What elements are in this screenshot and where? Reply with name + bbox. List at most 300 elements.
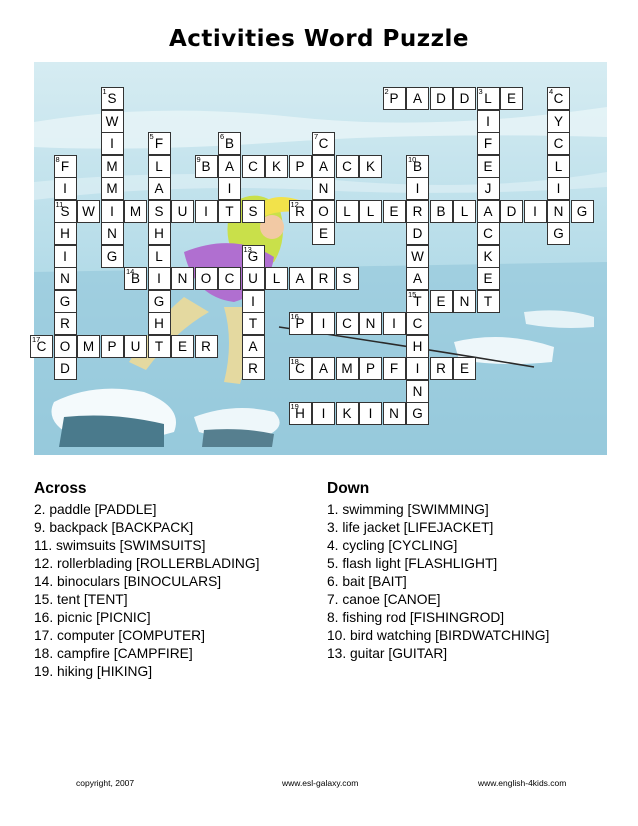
cell-letter: G	[59, 293, 71, 309]
clue-number: 19	[290, 402, 299, 411]
cell-letter: K	[483, 248, 493, 264]
cell-letter: M	[82, 338, 95, 354]
cell-letter: I	[251, 293, 255, 309]
grid-cell[interactable]	[547, 87, 570, 110]
grid-cell[interactable]	[101, 222, 124, 245]
grid-cell[interactable]	[148, 290, 171, 313]
grid-cell[interactable]	[336, 402, 359, 425]
cell-letter: F	[483, 136, 493, 151]
cell-letter: P	[389, 91, 399, 106]
grid-cell[interactable]	[430, 290, 453, 313]
clue-number: 9	[196, 154, 201, 164]
clue-item: 12. rollerblading [ROLLERBLADING]	[34, 556, 260, 571]
site-link-english-4kids[interactable]: www.english-4kids.com	[478, 778, 567, 788]
copyright-text: copyright, 2007	[76, 778, 135, 788]
grid-cell[interactable]	[406, 87, 429, 110]
grid-cell[interactable]	[547, 200, 570, 223]
grid-cell[interactable]	[195, 155, 218, 178]
cell-letter: I	[415, 181, 420, 196]
cell-letter: I	[63, 181, 67, 196]
cell-letter: D	[459, 91, 470, 106]
clue-item: 16. picnic [PICNIC]	[34, 610, 151, 625]
grid-cell[interactable]	[524, 200, 547, 223]
cell-letter: N	[553, 203, 564, 219]
cell-letter: K	[271, 158, 281, 174]
grid-cell[interactable]	[242, 290, 265, 313]
grid-cell[interactable]	[477, 200, 500, 223]
cell-letter: R	[412, 203, 423, 219]
cell-letter: M	[106, 158, 118, 174]
cell-letter: E	[483, 158, 493, 174]
cell-letter: T	[248, 316, 258, 331]
grid-cell[interactable]	[242, 200, 265, 223]
grid-cell[interactable]	[336, 155, 359, 178]
across-clues	[34, 480, 259, 681]
grid-cell[interactable]	[124, 267, 147, 290]
cell-letter: C	[295, 361, 305, 376]
cell-letter: B	[130, 271, 140, 286]
grid-cell[interactable]	[453, 87, 476, 110]
clue-item: 19. hiking [HIKING]	[34, 664, 153, 679]
cell-letter: I	[63, 248, 67, 264]
cell-letter: U	[130, 338, 141, 354]
grid-cell[interactable]	[359, 357, 382, 380]
grid-cell[interactable]	[477, 110, 500, 133]
grid-cell[interactable]	[406, 380, 429, 403]
cell-letter: I	[556, 181, 561, 196]
grid-cell[interactable]	[218, 155, 241, 178]
grid-cell[interactable]	[500, 87, 523, 110]
grid-cell[interactable]	[406, 200, 429, 223]
grid-cell[interactable]	[101, 110, 124, 133]
cell-letter: A	[248, 338, 258, 354]
cell-letter: E	[506, 91, 516, 106]
cell-letter: H	[295, 406, 305, 421]
grid-cell[interactable]	[101, 335, 124, 358]
grid-cell[interactable]	[289, 200, 312, 223]
cell-letter: E	[483, 271, 493, 286]
cell-letter: H	[154, 226, 164, 241]
grid-cell[interactable]	[336, 357, 359, 380]
clue-number: 15	[408, 289, 417, 299]
cell-letter: J	[484, 181, 492, 196]
cell-letter: M	[341, 361, 353, 376]
clue-item: 4. cycling [CYCLING]	[327, 538, 458, 553]
cell-letter: F	[60, 158, 70, 174]
grid-cell[interactable]	[54, 245, 77, 268]
cell-letter: G	[247, 248, 259, 264]
clue-item: 5. flash light [FLASHLIGHT]	[327, 556, 498, 571]
grid-cell[interactable]	[289, 402, 312, 425]
grid-cell[interactable]	[54, 222, 77, 245]
cell-letter: C	[318, 136, 329, 151]
cell-letter: B	[201, 158, 211, 174]
cell-letter: N	[412, 383, 423, 399]
grid-cell[interactable]	[547, 132, 570, 155]
cell-letter: T	[413, 293, 422, 309]
cell-letter: T	[225, 203, 234, 219]
cell-letter: C	[36, 338, 47, 354]
grid-cell[interactable]	[406, 267, 429, 290]
cell-letter: C	[553, 136, 564, 151]
grid-cell[interactable]	[406, 290, 429, 313]
cell-letter: G	[153, 293, 165, 309]
cell-letter: A	[483, 203, 493, 219]
grid-cell[interactable]	[406, 335, 429, 358]
grid-cell[interactable]	[406, 177, 429, 200]
grid-cell[interactable]	[477, 87, 500, 110]
cell-letter: C	[342, 158, 352, 174]
grid-cell[interactable]	[54, 155, 77, 178]
cell-letter: A	[412, 271, 422, 286]
cell-letter: R	[248, 361, 258, 376]
clue-item: 3. life jacket [LIFEJACKET]	[327, 520, 494, 535]
grid-cell[interactable]	[547, 177, 570, 200]
clue-number: 7	[314, 132, 319, 141]
cell-letter: F	[154, 136, 164, 151]
cell-letter: H	[412, 338, 423, 354]
clue-item: 6. bait [BAIT]	[327, 574, 407, 589]
grid-cell[interactable]	[477, 267, 500, 290]
clue-number: 16	[290, 312, 299, 321]
cell-letter: S	[248, 203, 258, 219]
cell-letter: D	[60, 361, 70, 376]
cell-letter: G	[553, 226, 564, 241]
cell-letter: E	[318, 226, 328, 241]
cell-letter: I	[486, 113, 490, 129]
cell-letter: W	[105, 113, 119, 129]
clue-number: 1	[102, 87, 107, 96]
grid-cell[interactable]	[218, 200, 241, 223]
grid-cell[interactable]	[148, 245, 171, 268]
cell-letter: M	[106, 181, 118, 196]
cell-letter: A	[295, 271, 305, 286]
grid-cell[interactable]	[218, 132, 241, 155]
cell-letter: N	[60, 271, 70, 286]
cell-letter: S	[342, 271, 352, 286]
grid-cell[interactable]	[336, 267, 359, 290]
grid-cell[interactable]	[242, 357, 265, 380]
cell-letter: Y	[553, 113, 563, 129]
clue-number: 5	[149, 132, 154, 141]
cell-letter: W	[82, 203, 95, 219]
grid-cell[interactable]	[359, 200, 382, 223]
cell-letter: I	[368, 406, 373, 421]
cell-letter: L	[554, 158, 563, 174]
cell-letter: W	[411, 248, 424, 264]
grid-cell[interactable]	[171, 335, 194, 358]
grid-cell[interactable]	[383, 87, 406, 110]
cell-letter: L	[484, 91, 492, 106]
grid-cell[interactable]	[242, 267, 265, 290]
cell-letter: O	[318, 203, 329, 219]
clue-item: 1. swimming [SWIMMING]	[327, 502, 489, 517]
clue-item: 2. paddle [PADDLE]	[34, 502, 157, 517]
cell-letter: L	[155, 248, 163, 264]
cell-letter: N	[318, 181, 329, 196]
grid-cell[interactable]	[477, 155, 500, 178]
grid-cell[interactable]	[242, 312, 265, 335]
cell-letter: D	[506, 203, 517, 219]
cell-letter: C	[483, 226, 493, 241]
clue-item: 10. bird watching [BIRDWATCHING]	[327, 628, 550, 643]
grid-cell[interactable]	[30, 335, 53, 358]
grid-cell[interactable]	[101, 132, 124, 155]
grid-cell[interactable]	[453, 200, 476, 223]
clue-number: 14	[126, 267, 135, 276]
cell-letter: N	[459, 293, 470, 309]
grid-cell[interactable]	[54, 290, 77, 313]
grid-cell[interactable]	[148, 155, 171, 178]
cell-letter: A	[412, 91, 422, 106]
grid-cell[interactable]	[547, 222, 570, 245]
grid-cell[interactable]	[312, 155, 335, 178]
cell-letter: E	[389, 203, 399, 219]
site-link-esl-galaxy[interactable]: www.esl-galaxy.com	[282, 778, 359, 788]
grid-cell[interactable]	[171, 200, 194, 223]
grid-cell[interactable]	[54, 177, 77, 200]
cell-letter: P	[295, 316, 305, 331]
cell-letter: B	[412, 158, 422, 174]
grid-cell[interactable]	[242, 155, 265, 178]
grid-cell[interactable]	[571, 200, 594, 223]
cell-letter: I	[392, 316, 396, 331]
grid-cell[interactable]	[101, 155, 124, 178]
clue-item: 13. guitar [GUITAR]	[327, 646, 448, 661]
cell-letter: N	[177, 271, 188, 286]
cell-letter: E	[459, 361, 469, 376]
grid-cell[interactable]	[148, 312, 171, 335]
cell-letter: U	[248, 271, 258, 286]
clue-item: 11. swimsuits [SWIMSUITS]	[34, 538, 206, 553]
cell-letter: K	[342, 406, 352, 421]
grid-cell[interactable]	[242, 245, 265, 268]
cell-letter: I	[321, 406, 326, 421]
cell-letter: O	[59, 338, 71, 354]
grid-cell[interactable]	[289, 312, 312, 335]
grid-cell[interactable]	[312, 222, 335, 245]
grid-cell[interactable]	[359, 312, 382, 335]
cell-letter: I	[533, 203, 537, 219]
cell-letter: C	[248, 158, 258, 174]
grid-cell[interactable]	[477, 177, 500, 200]
grid-cell[interactable]	[312, 200, 335, 223]
cell-letter: C	[553, 91, 564, 106]
grid-cell[interactable]	[383, 200, 406, 223]
grid-cell[interactable]	[359, 155, 382, 178]
grid-cell[interactable]	[312, 357, 335, 380]
clue-number: 8	[55, 154, 60, 164]
grid-cell[interactable]	[312, 267, 335, 290]
grid-cell[interactable]	[171, 267, 194, 290]
grid-cell[interactable]	[289, 155, 312, 178]
cell-letter: A	[154, 181, 164, 196]
across-heading: Across	[34, 480, 87, 497]
grid-cell[interactable]	[218, 267, 241, 290]
grid-cell[interactable]	[101, 245, 124, 268]
cell-letter: L	[155, 158, 163, 174]
cell-letter: B	[436, 203, 446, 219]
grid-cell[interactable]	[383, 402, 406, 425]
grid-cell[interactable]	[312, 402, 335, 425]
cell-letter: I	[110, 136, 114, 151]
cell-letter: T	[154, 338, 164, 354]
grid-cell[interactable]	[265, 155, 288, 178]
grid-cell[interactable]	[148, 200, 171, 223]
cell-letter: O	[200, 271, 212, 286]
grid-cell[interactable]	[500, 200, 523, 223]
grid-cell[interactable]	[289, 357, 312, 380]
cell-letter: I	[415, 361, 420, 376]
grid-cell[interactable]	[195, 267, 218, 290]
cell-letter: A	[224, 158, 234, 174]
grid-cell[interactable]	[54, 335, 77, 358]
grid-cell[interactable]	[54, 200, 77, 223]
grid-cell[interactable]	[195, 200, 218, 223]
grid-cell[interactable]	[124, 335, 147, 358]
grid-cell[interactable]	[124, 200, 147, 223]
grid-cell[interactable]	[242, 335, 265, 358]
cell-letter: I	[321, 316, 326, 331]
cell-letter: I	[227, 181, 232, 196]
grid-cell[interactable]	[477, 132, 500, 155]
cell-letter: R	[295, 203, 305, 219]
grid-cell[interactable]	[430, 87, 453, 110]
cell-letter: I	[157, 271, 161, 286]
grid-cell[interactable]	[547, 110, 570, 133]
cell-letter: M	[129, 203, 142, 219]
grid-cell[interactable]	[430, 200, 453, 223]
grid-cell[interactable]	[148, 177, 171, 200]
cell-letter: E	[436, 293, 446, 309]
grid-cell[interactable]	[406, 357, 429, 380]
grid-cell[interactable]	[148, 132, 171, 155]
cell-letter: N	[107, 226, 117, 241]
cell-letter: B	[224, 136, 234, 151]
cell-letter: D	[436, 91, 446, 106]
clue-number: 10	[408, 154, 417, 164]
cell-letter: R	[318, 271, 329, 286]
down-heading: Down	[327, 480, 370, 497]
cell-letter: N	[389, 406, 399, 421]
cell-letter: G	[106, 248, 118, 264]
cell-letter: L	[272, 271, 281, 286]
grid-cell[interactable]	[406, 155, 429, 178]
cell-letter: G	[412, 406, 423, 421]
cell-letter: P	[107, 338, 117, 354]
grid-cell[interactable]	[101, 177, 124, 200]
cell-letter: P	[365, 361, 375, 376]
grid-cell[interactable]	[77, 335, 100, 358]
grid-cell[interactable]	[336, 200, 359, 223]
clue-number: 12	[290, 199, 299, 209]
cell-letter: C	[342, 316, 352, 331]
grid-cell[interactable]	[547, 155, 570, 178]
cell-letter: K	[365, 158, 375, 174]
clue-item: 7. canoe [CANOE]	[327, 592, 441, 607]
clue-number: 6	[220, 132, 225, 141]
grid-cell[interactable]	[101, 87, 124, 110]
cell-letter: A	[318, 158, 328, 174]
cell-letter: H	[60, 226, 70, 241]
cell-letter: R	[201, 338, 211, 354]
grid-cell[interactable]	[453, 357, 476, 380]
grid-cell[interactable]	[289, 267, 312, 290]
grid-cell[interactable]	[453, 290, 476, 313]
grid-cell[interactable]	[148, 222, 171, 245]
cell-letter: S	[107, 91, 117, 106]
grid-cell[interactable]	[54, 312, 77, 335]
grid-cell[interactable]	[383, 357, 406, 380]
clue-item: 15. tent [TENT]	[34, 592, 128, 607]
grid-cell[interactable]	[77, 200, 100, 223]
grid-cell[interactable]	[101, 200, 124, 223]
grid-cell[interactable]	[312, 177, 335, 200]
cell-letter: F	[389, 361, 399, 376]
cell-letter: P	[295, 158, 305, 174]
grid-cell[interactable]	[195, 335, 218, 358]
grid-cell[interactable]	[336, 312, 359, 335]
cell-letter: C	[412, 316, 423, 331]
cell-letter: T	[483, 293, 493, 309]
clue-number: 13	[243, 244, 252, 254]
cell-letter: R	[436, 361, 446, 376]
grid-cell[interactable]	[54, 357, 77, 380]
cell-letter: E	[177, 338, 187, 354]
clue-number: 4	[549, 87, 554, 96]
grid-cell[interactable]	[265, 267, 288, 290]
clue-number: 17	[32, 334, 41, 344]
grid-cell[interactable]	[312, 312, 335, 335]
grid-cell[interactable]	[312, 132, 335, 155]
grid-cell[interactable]	[477, 222, 500, 245]
grid-cell[interactable]	[148, 335, 171, 358]
grid-cell[interactable]	[406, 402, 429, 425]
grid-cell[interactable]	[54, 267, 77, 290]
clue-number: 2	[384, 87, 389, 96]
clue-item: 9. backpack [BACKPACK]	[34, 520, 194, 535]
clue-number: 3	[478, 87, 483, 96]
cell-letter: C	[224, 271, 235, 286]
cell-letter: A	[318, 361, 328, 376]
cell-letter: N	[365, 316, 376, 331]
cell-letter: L	[366, 203, 375, 219]
grid-cell[interactable]	[406, 245, 429, 268]
grid-cell[interactable]	[477, 290, 500, 313]
cell-letter: H	[154, 316, 164, 331]
cell-letter: G	[576, 203, 588, 219]
grid-cell[interactable]	[218, 177, 241, 200]
clue-number: 11	[55, 199, 64, 209]
cell-letter: R	[60, 316, 70, 331]
cell-letter: I	[204, 203, 208, 219]
grid-cell[interactable]	[430, 357, 453, 380]
grid-cell[interactable]	[148, 267, 171, 290]
grid-cell[interactable]	[383, 312, 406, 335]
grid-cell[interactable]	[477, 245, 500, 268]
cell-letter: U	[177, 203, 188, 219]
grid-cell[interactable]	[406, 312, 429, 335]
down-clues	[327, 480, 549, 663]
cell-letter: D	[412, 226, 423, 241]
cell-letter: I	[110, 203, 114, 219]
grid-cell[interactable]	[359, 402, 382, 425]
cell-letter: S	[154, 203, 164, 219]
cell-letter: L	[343, 203, 351, 219]
clue-item: 18. campfire [CAMPFIRE]	[34, 646, 193, 661]
clue-item: 14. binoculars [BINOCULARS]	[34, 574, 222, 589]
grid-cell[interactable]	[406, 222, 429, 245]
